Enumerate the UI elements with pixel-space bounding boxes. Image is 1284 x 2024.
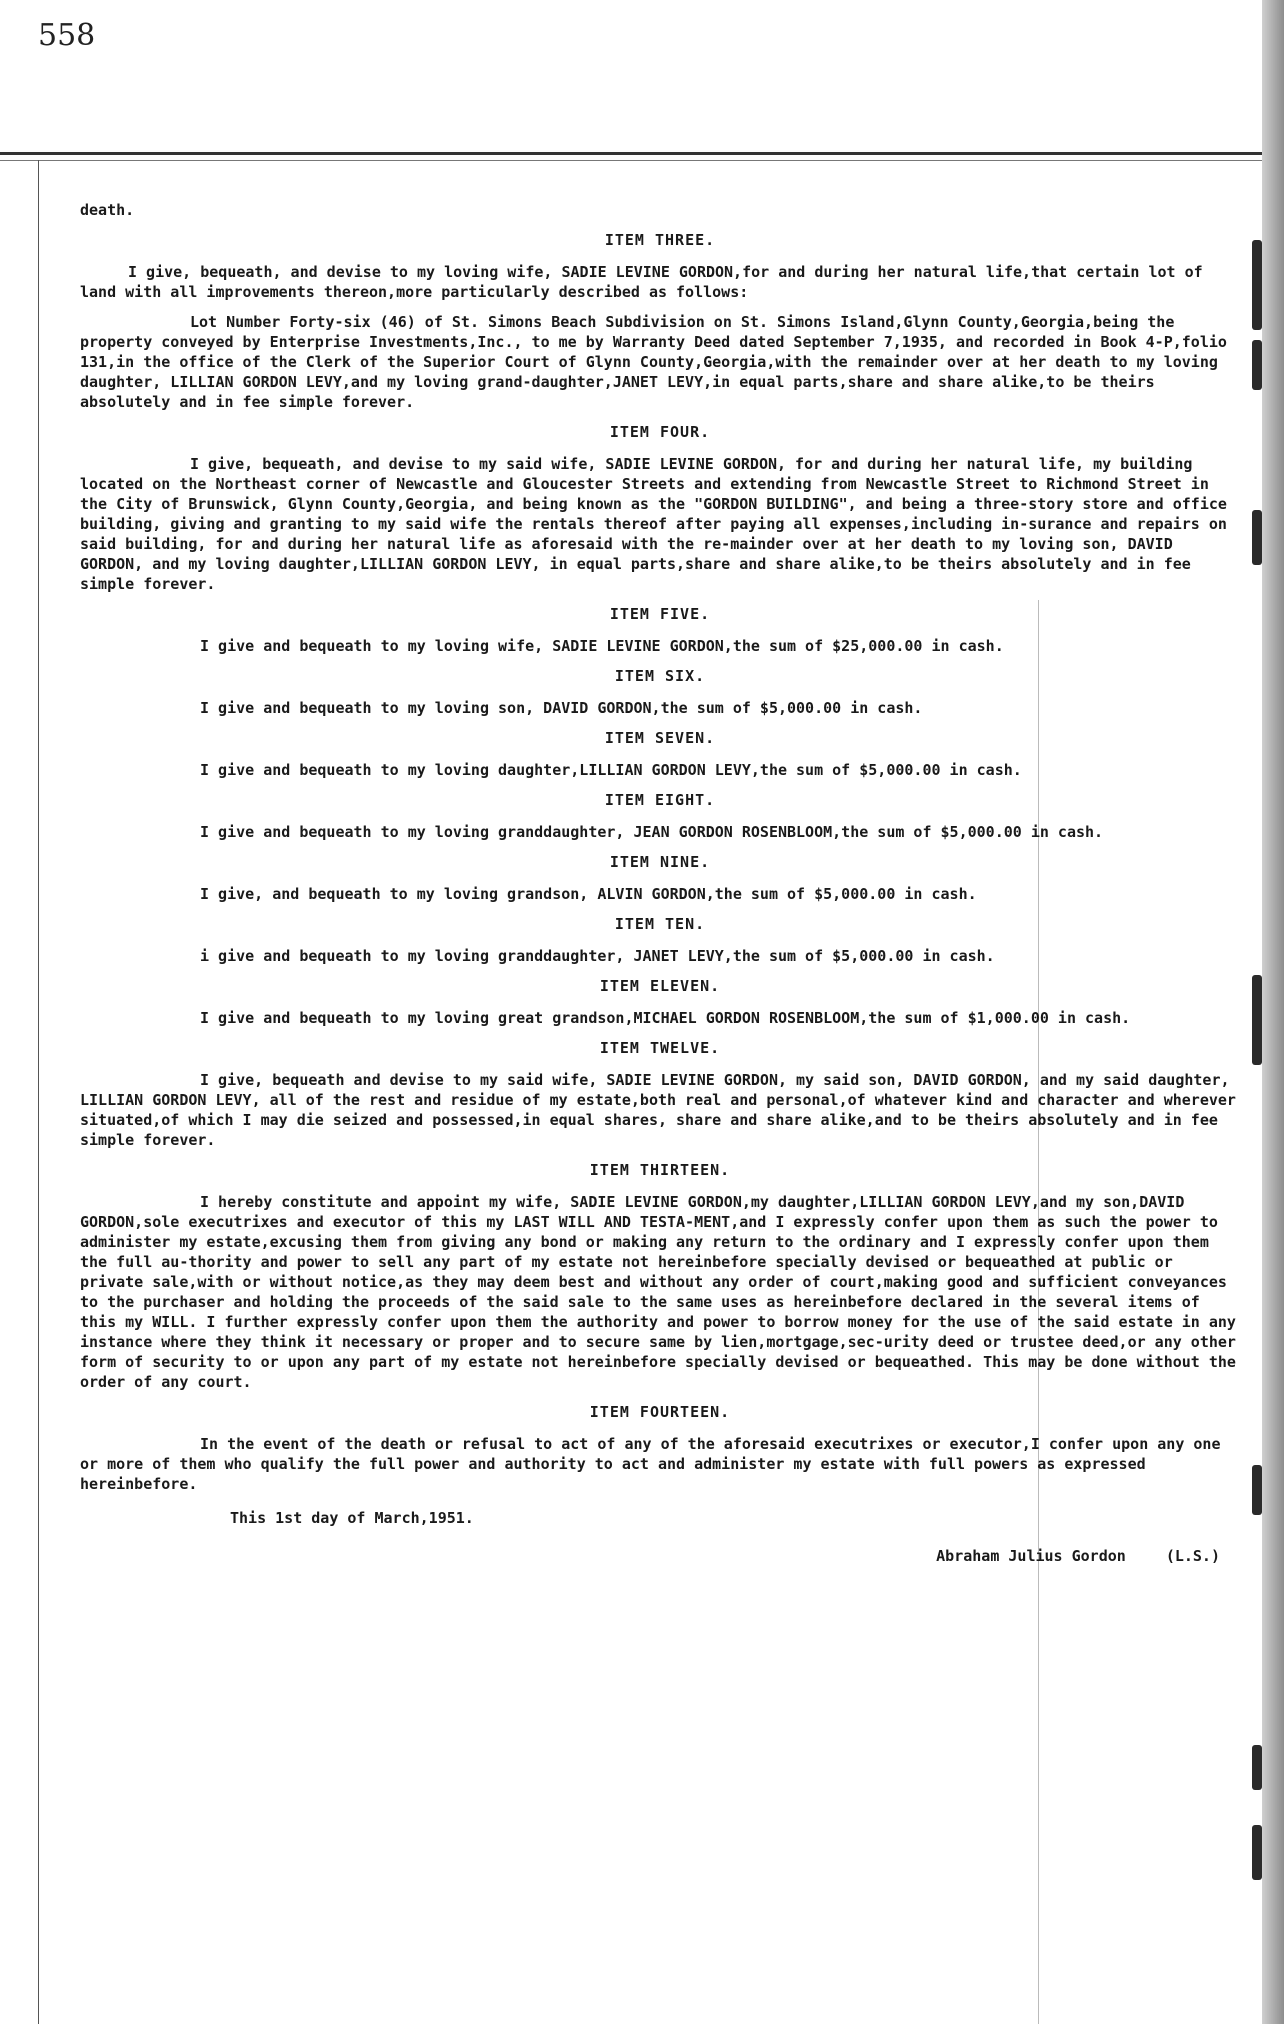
header-rule (0, 152, 1262, 155)
body-paragraph: I give, bequeath, and devise to my said wife, SADIE LEVINE GORDON, for and during her natural life, my building located on the Northeast corner of Newcastle and Gloucester Streets and extending from Newcastle Street to Richmond Street in the City of Brunswick, Glynn County,Georgia, and being known as the "GORDON BUILDING", and being a three-story store and office building, giving and granting to my said wife the rentals thereof after paying all expenses,including in-surance and repairs on said building, for and during her natural life as aforesaid with the re-mainder over at her death to my loving son, DAVID GORDON, and my loving daughter,LILLIAN GORDON LEVY, in equal parts,share and share alike,to be theirs absolutely and in fee simple forever. (80, 455, 1236, 593)
page-tab-marker (1252, 1745, 1262, 1790)
item-heading: ITEM SIX. (614, 667, 706, 685)
item-heading: ITEM SEVEN. (604, 729, 716, 747)
document-body (80, 200, 1245, 1566)
body-paragraph: I give and bequeath to my loving daughter,LILLIAN GORDON LEVY,the sum of $5,000.00 in cash. (200, 761, 1022, 779)
body-paragraph: Lot Number Forty-six (46) of St. Simons Beach Subdivision on St. Simons Island,Glynn County,Georgia,being the property conveyed by Enterprise Investments,Inc., to me by Warranty Deed dated September 7,1935, and recorded in Book 4-P,folio 131,in the office of the Clerk of the Superior Court of Glynn County,Georgia,with the remainder over at her death to my loving daughter, LILLIAN GORDON LEVY,and my loving grand-daughter,JANET LEVY,in equal parts,share and share alike,to be theirs absolutely and in fee simple forever. (80, 313, 1236, 411)
body-paragraph: I give, and bequeath to my loving grandson, ALVIN GORDON,the sum of $5,000.00 in cash. (200, 885, 977, 903)
body-paragraph: I give, bequeath, and devise to my loving wife, SADIE LEVINE GORDON,for and during her natural life,that certain lot of land with all improvements thereon,more particularly described as follows: (80, 263, 1212, 301)
body-paragraph: i give and bequeath to my loving granddaughter, JANET LEVY,the sum of $5,000.00 in cash. (200, 947, 995, 965)
book-page-edge (1262, 0, 1284, 2024)
body-paragraph: I hereby constitute and appoint my wife, SADIE LEVINE GORDON,my daughter,LILLIAN GORDON LEVY,and my son,DAVID GORDON,sole executrixes and executor of this my LAST WILL AND TESTA-MENT,and I expressly confer upon them as such the power to administer my estate,excusing them from giving any bond or making any return to the ordinary and I expressly confer upon them the full au-thority and power to sell any part of my estate not hereinbefore specially devised or bequeathed at public or private sale,with or without notice,as they may deem best and without any order of court,making good and sufficient conveyances to the purchaser and holding the proceeds of the said sale to the same uses as hereinbefore declared in the several items of this my WILL. I further expressly confer upon them the authority and power to borrow money for the use of the said estate in any instance where they think it necessary or proper and to secure same by lien,mortgage,sec-urity deed or trustee deed,or any other form of security to or upon any part of my estate not hereinbefore specially devised or bequeathed. This may be done without the order of any court. (80, 1193, 1245, 1391)
body-paragraph: In the event of the death or refusal to act of any of the aforesaid executrixes or executor,I confer upon any one or more of them who qualify the full power and authority to act and administer my estate with full powers as expressed hereinbefore. (80, 1435, 1230, 1493)
closing-date: This 1st day of March,1951. (230, 1509, 474, 1527)
page-number: 558 (38, 18, 96, 53)
item-heading: ITEM FOUR. (609, 423, 711, 441)
body-paragraph: I give and bequeath to my loving son, DAVID GORDON,the sum of $5,000.00 in cash. (200, 699, 923, 717)
body-paragraph: I give, bequeath and devise to my said wife, SADIE LEVINE GORDON, my said son, DAVID GORDON, and my said daughter, LILLIAN GORDON LEVY, all of the rest and residue of my estate,both real and personal,of whatever kind and character and wherever situated,of which I may die seized and possessed,in equal shares, share and share alike,and to be theirs absolutely and in fee simple forever. (80, 1071, 1245, 1149)
page-tab-marker (1252, 340, 1262, 390)
item-heading: ITEM THREE. (604, 231, 716, 249)
signature-name: Abraham Julius Gordon (936, 1547, 1126, 1565)
body-paragraph: I give and bequeath to my loving great grandson,MICHAEL GORDON ROSENBLOOM,the sum of $1,000.00 in cash. (200, 1009, 1131, 1027)
signature-row (80, 1546, 1240, 1566)
item-heading: ITEM TEN. (614, 915, 706, 933)
seal-mark: (L.S.) (1165, 1547, 1220, 1565)
item-heading: ITEM TWELVE. (599, 1039, 721, 1057)
page-tab-marker (1252, 510, 1262, 565)
body-paragraph: I give and bequeath to my loving wife, SADIE LEVINE GORDON,the sum of $25,000.00 in cash. (200, 637, 1004, 655)
page-tab-marker (1252, 240, 1262, 330)
item-heading: ITEM EIGHT. (604, 791, 716, 809)
body-paragraph: I give and bequeath to my loving granddaughter, JEAN GORDON ROSENBLOOM,the sum of $5,000.00 in cash. (200, 823, 1104, 841)
page-tab-marker (1252, 975, 1262, 1065)
header-rule-thin (0, 160, 1262, 161)
page-tab-marker (1252, 1465, 1262, 1515)
left-margin-line (38, 160, 39, 2024)
item-heading: ITEM FIVE. (609, 605, 711, 623)
page-tab-marker (1252, 1825, 1262, 1880)
item-heading: ITEM NINE. (609, 853, 711, 871)
body-paragraph: death. (80, 201, 135, 219)
item-heading: ITEM ELEVEN. (599, 977, 721, 995)
item-heading: ITEM FOURTEEN. (589, 1403, 731, 1421)
item-heading: ITEM THIRTEEN. (589, 1161, 731, 1179)
